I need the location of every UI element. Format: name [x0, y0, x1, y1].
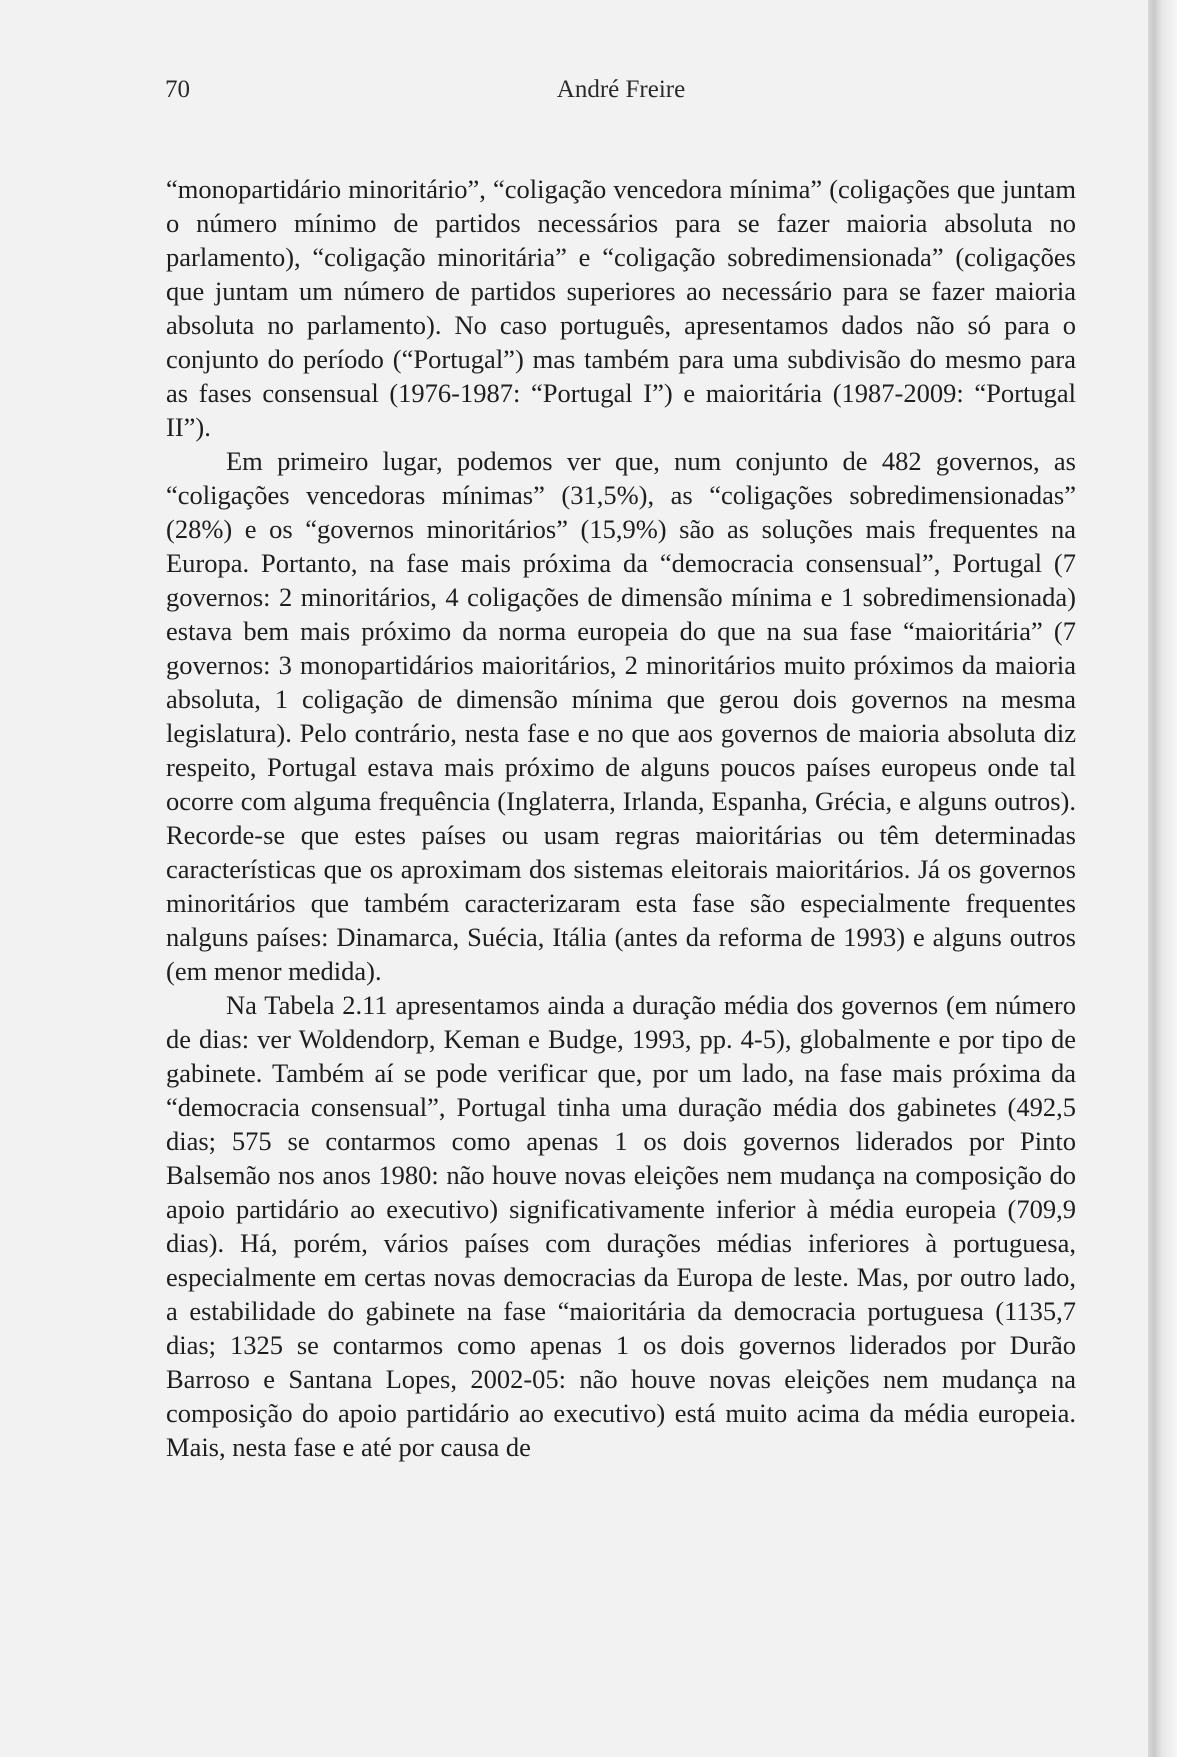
paragraph-continued: “monopartidário minoritário”, “coligação vencedora mínima” (coligações que juntam o número mínimo de partidos necessários para se fazer maioria absoluta no parlamento), “coligação minoritária” e “coligação sobredimensionada” (coligações que juntam um número de partidos superiores ao necessário para se fazer maioria absoluta no parlamento). No caso português, apresentamos dados não só para o conjunto do período (“Portugal”) mas também para uma subdivisão do mesmo para as fases consensual (1976-1987: “Portugal I”) e maioritária (1987-2009: “Portugal II”). — [166, 174, 1076, 442]
running-head: André Freire — [556, 76, 686, 103]
paragraph: Na Tabela 2.11 apresentamos ainda a duração média dos governos (em número de dias: ver Woldendorp, Keman e Budge, 1993, pp. 4-5), globalmente e por tipo de gabinete. Também aí se pode verificar que, por um lado, na fase mais próxima da “democracia consensual”, Portugal tinha uma duração média dos gabinetes (492,5 dias; 575 se contarmos como apenas 1 os dois governos liderados por Pinto Balsemão nos anos 1980: não houve novas eleições nem mudança na composição do apoio partidário ao executivo) significativamente inferior à média europeia (709,9 dias). Há, porém, vários países com durações médias inferiores à portuguesa, especialmente em certas novas democracias da Europa de leste. Mas, por outro lado, a estabilidade do gabinete na fase “maioritária da democracia portuguesa (1135,7 dias; 1325 se contarmos como apenas 1 os dois governos liderados por Durão Barroso e Santana Lopes, 2002-05: não houve novas eleições nem mudança na composição do apoio partidário ao executivo) está muito acima da média europeia. Mais, nesta fase e até por causa de — [166, 990, 1076, 1462]
page-header — [165, 76, 1077, 106]
page-gutter — [1148, 0, 1177, 1757]
paragraph: Em primeiro lugar, podemos ver que, num conjunto de 482 governos, as “coligações vencedoras mínimas” (31,5%), as “coligações sobredimensionadas” (28%) e os “governos minoritários” (15,9%) são as soluções mais frequentes na Europa. Portanto, na fase mais próxima da “democracia consensual”, Portugal (7 governos: 2 minoritários, 4 coligações de dimensão mínima e 1 sobredimensionada) estava bem mais próximo da norma europeia do que na sua fase “maioritária” (7 governos: 3 monopartidários maioritários, 2 minoritários muito próximos da maioria absoluta, 1 coligação de dimensão mínima que gerou dois governos na mesma legislatura). Pelo contrário, nesta fase e no que aos governos de maioria absoluta diz respeito, Portugal estava mais próximo de alguns poucos países europeus onde tal ocorre com alguma frequência (Inglaterra, Irlanda, Espanha, Grécia, e alguns outros). Recorde-se que estes países ou usam regras maioritárias ou têm determinadas características que os aproximam dos sistemas eleitorais maioritários. Já os governos minoritários que também caracterizaram esta fase são especialmente frequentes nalguns países: Dinamarca, Suécia, Itália (antes da reforma de 1993) e alguns outros (em menor medida). — [166, 446, 1076, 986]
page-number: 70 — [165, 76, 190, 103]
body-text — [166, 172, 1076, 1464]
